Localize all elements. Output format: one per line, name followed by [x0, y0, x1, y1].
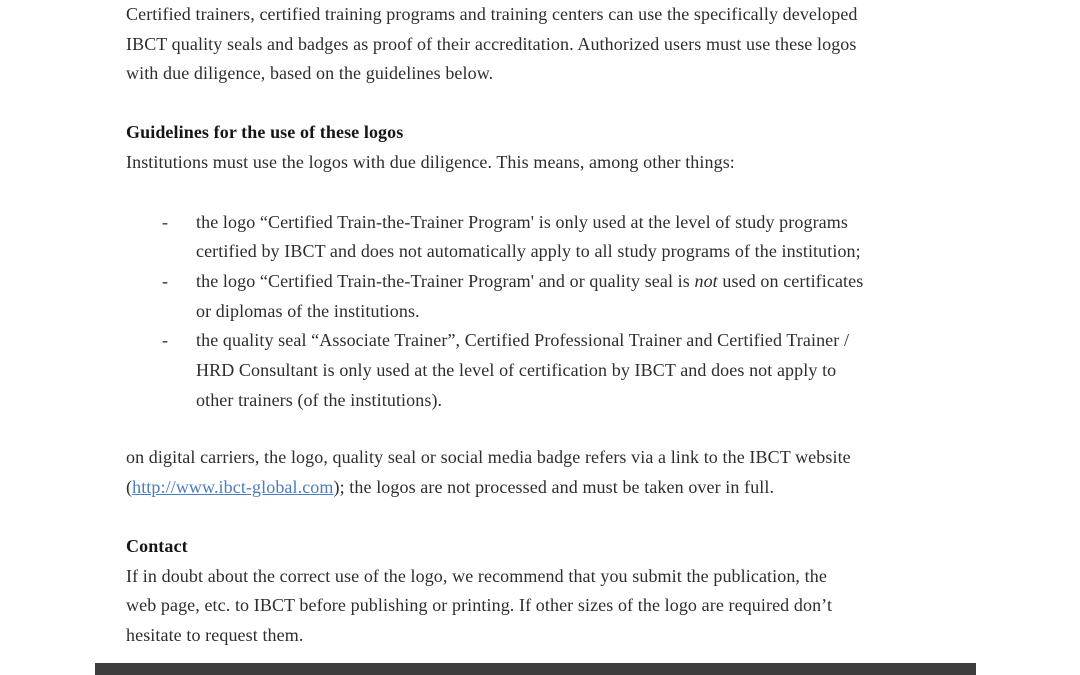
bullet-dash-marker: - [162, 211, 169, 232]
text-line [196, 208, 956, 238]
text-line [126, 0, 956, 30]
text-line [126, 30, 956, 60]
bullet-item [126, 267, 956, 326]
next-page-edge-bar [95, 663, 976, 675]
bullet-text [196, 326, 956, 415]
intro-paragraph [126, 0, 956, 89]
text-segment: ); the logos are not processed and must be taken over in full. [333, 477, 775, 498]
text-line [196, 297, 956, 327]
bullet-dash-marker: - [162, 330, 169, 351]
ibct-website-link[interactable]: http://www.ibct-global.com [132, 477, 334, 498]
digital-carriers-paragraph [126, 443, 956, 502]
text-segment: HRD Consultant is only used at the level of certification by IBCT and does not apply to [196, 360, 837, 381]
bullet-item [126, 208, 956, 267]
text-segment: hesitate to request them. [126, 624, 304, 645]
text-line [126, 562, 956, 592]
text-line [126, 621, 956, 651]
bullet-item [126, 326, 956, 415]
text-segment: If in doubt about the correct use of the logo, we recommend that you submit the publication, the [126, 565, 827, 586]
text-line [196, 386, 956, 416]
text-segment: other trainers (of the institutions). [196, 389, 443, 410]
text-line [196, 267, 956, 297]
text-segment: the quality seal “Associate Trainer”, Certified Professional Trainer and Certified Trainer / [196, 330, 850, 351]
text-line [126, 591, 956, 621]
text-line [196, 356, 956, 386]
text-line [196, 326, 956, 356]
text-segment: with due diligence, based on the guidelines below. [126, 63, 494, 84]
bullet-text [196, 267, 956, 326]
text-segment: web page, etc. to IBCT before publishing or printing. If other sizes of the logo are required don’t [126, 595, 833, 616]
text-segment: used on certificates [717, 270, 864, 291]
text-line [196, 237, 956, 267]
text-segment: ( [126, 477, 133, 498]
guidelines-heading: Guidelines for the use of these logos [126, 122, 404, 143]
text-segment: not [694, 270, 718, 291]
guidelines-lead-paragraph [126, 148, 956, 178]
text-segment: or diplomas of the institutions. [196, 300, 420, 321]
text-line [126, 148, 956, 178]
text-line [126, 59, 956, 89]
guidelines-bullet-list [126, 208, 956, 416]
text-line [126, 473, 956, 503]
text-segment: Institutions must use the logos with due diligence. This means, among other things: [126, 151, 735, 172]
contact-paragraph [126, 562, 956, 651]
contact-heading: Contact [126, 535, 188, 556]
text-segment: the logo “Certified Train-the-Trainer Program' is only used at the level of study programs [196, 211, 848, 232]
text-segment: on digital carriers, the logo, quality seal or social media badge refers via a link to the IBCT website [126, 447, 851, 468]
bullet-text [196, 208, 956, 267]
text-segment: IBCT quality seals and badges as proof of their accreditation. Authorized users must use these logos [126, 33, 857, 54]
bullet-dash-marker: - [162, 270, 169, 291]
text-segment: Certified trainers, certified training programs and training centers can use the specifically developed [126, 4, 858, 24]
text-segment: certified by IBCT and does not automatically apply to all study programs of the institution; [196, 241, 861, 262]
text-segment: the logo “Certified Train-the-Trainer Program' and or quality seal is [196, 270, 695, 291]
text-line [126, 443, 956, 473]
